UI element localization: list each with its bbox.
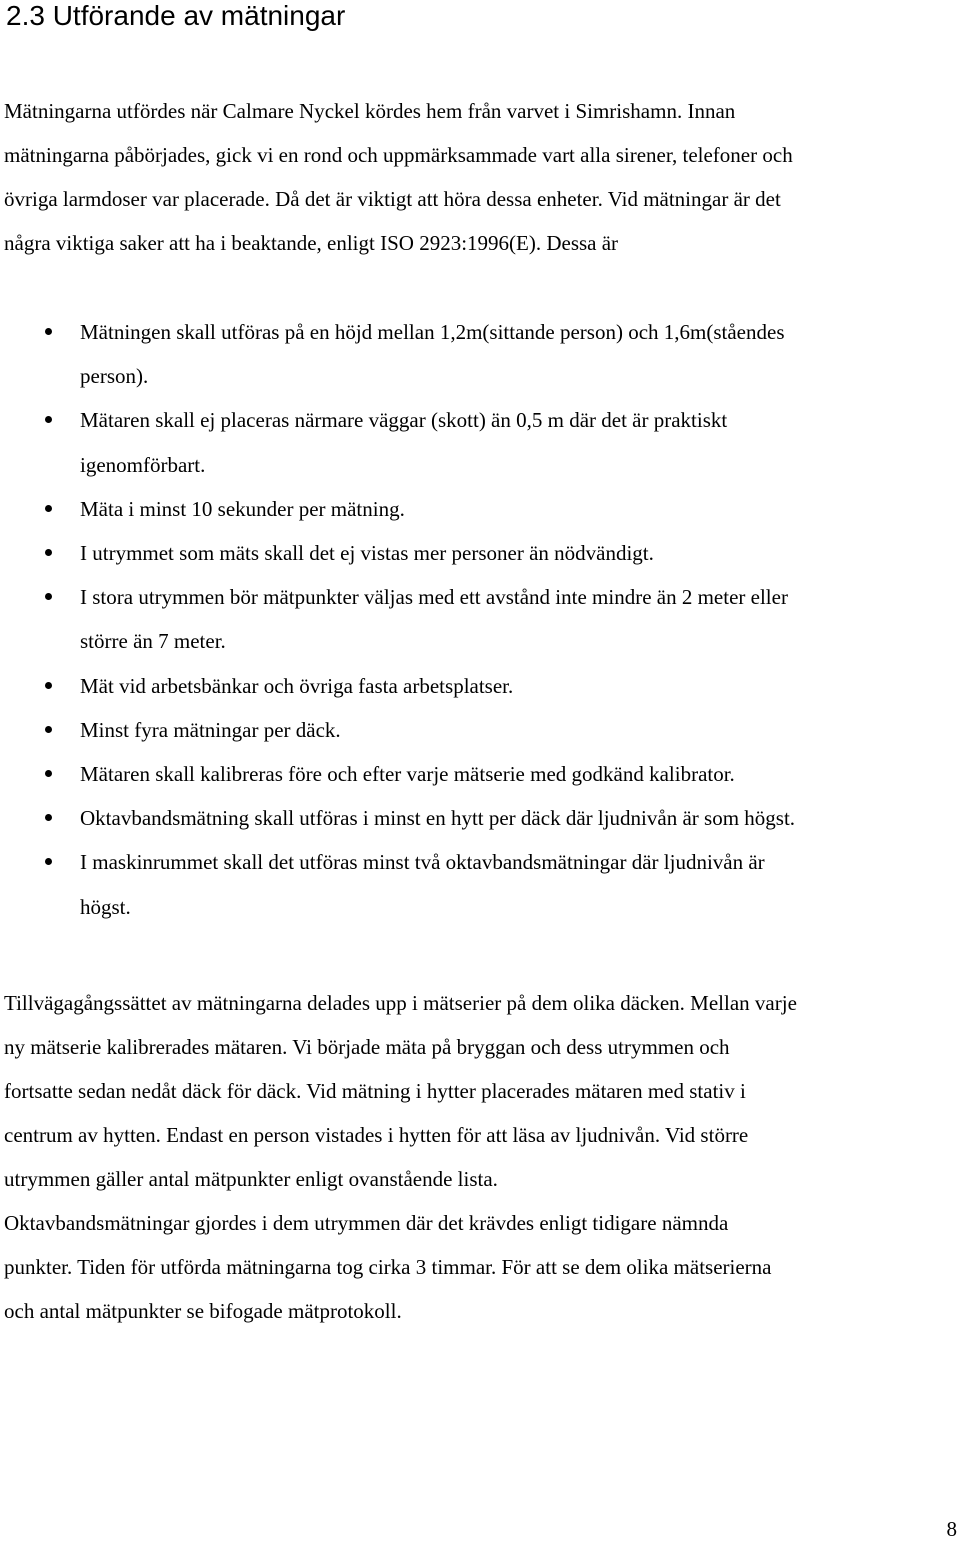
bullet-icon xyxy=(45,858,52,865)
list-item xyxy=(0,664,960,708)
list-item xyxy=(0,796,960,840)
list-item-line: Minst fyra mätningar per däck. xyxy=(80,717,341,742)
list-item-line: Mät vid arbetsbänkar och övriga fasta arbetsplatser. xyxy=(80,673,514,698)
procedure-line: Oktavbandsmätningar gjordes i dem utrymmen där det krävdes enligt tidigare nämnda xyxy=(4,1211,729,1235)
list-item xyxy=(0,752,960,796)
list-item xyxy=(0,531,960,575)
bullet-icon xyxy=(45,505,52,512)
procedure-line: centrum av hytten. Endast en person vistades i hytten för att läsa av ljudnivån. Vid större xyxy=(4,1123,749,1147)
intro-line: Mätningarna utfördes när Calmare Nyckel kördes hem från varvet i Simrishamn. Innan xyxy=(4,99,736,123)
list-item-line: Mätningen skall utföras på en höjd mellan 1,2m(sittande person) och 1,6m(ståendes xyxy=(80,320,785,344)
section-heading: 2.3 Utförande av mätningar xyxy=(6,0,346,31)
bullet-icon xyxy=(45,416,52,423)
list-item xyxy=(0,708,960,752)
requirements-list xyxy=(0,310,960,929)
list-item xyxy=(0,575,960,663)
list-item xyxy=(0,310,960,398)
procedure-line: Tillvägagångssättet av mätningarna delades upp i mätserier på dem olika däcken. Mellan varje xyxy=(4,991,797,1015)
bullet-icon xyxy=(45,770,52,777)
list-item-line: Mätaren skall kalibreras före och efter varje mätserie med godkänd kalibrator. xyxy=(80,762,735,787)
list-item-line: Oktavbandsmätning skall utföras i minst en hytt per däck där ljudnivån är som högst. xyxy=(80,806,796,831)
procedure-line: utrymmen gäller antal mätpunkter enligt ovanstående lista. xyxy=(4,1167,498,1191)
procedure-line: ny mätserie kalibrerades mätaren. Vi började mäta på bryggan och dess utrymmen och xyxy=(4,1035,730,1059)
list-item-line: I stora utrymmen bör mätpunkter väljas med ett avstånd inte mindre än 2 meter eller xyxy=(80,585,788,610)
bullet-icon xyxy=(45,726,52,733)
list-item-line: I utrymmet som mäts skall det ej vistas mer personer än nödvändigt. xyxy=(80,541,654,566)
intro-line: några viktiga saker att ha i beaktande, enligt ISO 2923:1996(E). Dessa är xyxy=(4,231,619,255)
page-number: 8 xyxy=(946,1517,957,1541)
list-item-line: Mätaren skall ej placeras närmare väggar (skott) än 0,5 m där det är praktiskt xyxy=(80,408,728,433)
list-item-line: större än 7 meter. xyxy=(80,629,226,654)
procedure-paragraph xyxy=(4,981,960,1333)
bullet-icon xyxy=(45,549,52,556)
bullet-icon xyxy=(45,328,52,335)
list-item-line: igenomförbart. xyxy=(80,452,206,477)
bullet-icon xyxy=(45,593,52,600)
list-item-line: person). xyxy=(80,364,149,389)
intro-paragraph xyxy=(4,89,960,265)
procedure-line: fortsatte sedan nedåt däck för däck. Vid mätning i hytter placerades mätaren med stativ i xyxy=(4,1079,746,1103)
intro-line: mätningarna påbörjades, gick vi en rond och uppmärksammade vart alla sirener, telefoner och xyxy=(4,143,793,167)
bullet-icon xyxy=(45,814,52,821)
list-item-line: Mäta i minst 10 sekunder per mätning. xyxy=(80,496,405,521)
bullet-icon xyxy=(45,682,52,689)
intro-line: övriga larmdoser var placerade. Då det är viktigt att höra dessa enheter. Vid mätningar är det xyxy=(4,187,781,211)
list-item xyxy=(0,840,960,928)
procedure-line: punkter. Tiden för utförda mätningarna tog cirka 3 timmar. För att se dem olika mätserierna xyxy=(4,1255,772,1279)
list-item-line: högst. xyxy=(80,894,131,919)
list-item-line: I maskinrummet skall det utföras minst två oktavbandsmätningar där ljudnivån är xyxy=(80,850,765,875)
list-item xyxy=(0,398,960,486)
procedure-line: och antal mätpunkter se bifogade mätprotokoll. xyxy=(4,1299,402,1323)
list-item xyxy=(0,487,960,531)
